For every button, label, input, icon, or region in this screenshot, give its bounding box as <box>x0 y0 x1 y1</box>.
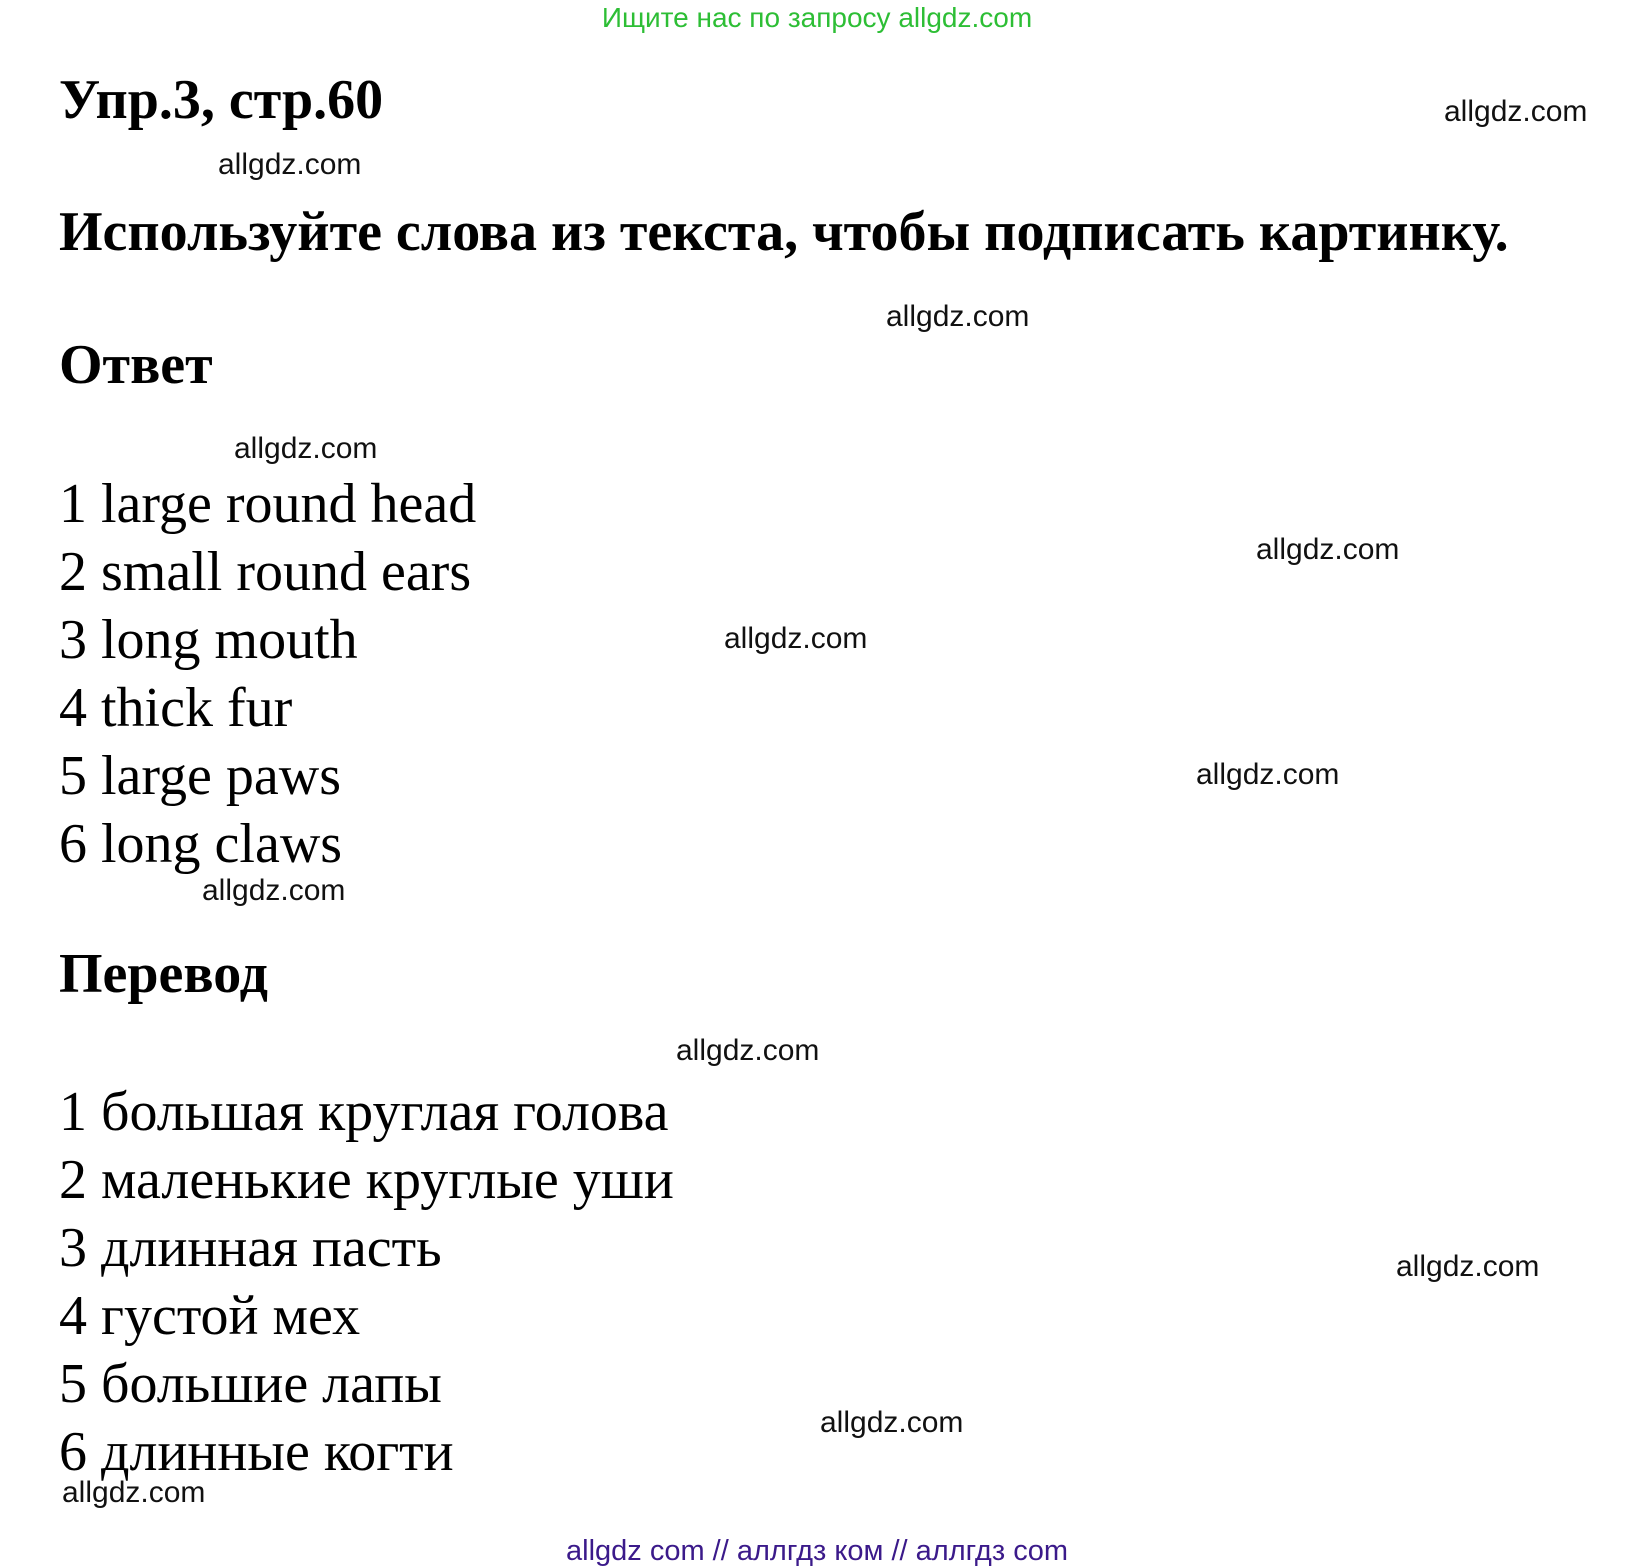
watermark: allgdz.com <box>820 1406 964 1439</box>
list-item: 6 длинные когти <box>59 1421 454 1483</box>
list-item: 1 большая круглая голова <box>59 1081 669 1143</box>
watermark: allgdz.com <box>1196 758 1340 791</box>
watermark: allgdz.com <box>724 622 868 655</box>
answer-list <box>59 470 476 878</box>
list-item: 1 large round head <box>59 473 477 535</box>
list-item: 2 маленькие круглые уши <box>59 1149 674 1211</box>
list-item: 4 густой мех <box>59 1285 361 1347</box>
task-text: Используйте слова из текста, чтобы подписать картинку. <box>59 201 1509 263</box>
page-title: Упр.3, стр.60 <box>59 69 384 131</box>
answer-heading: Ответ <box>59 334 213 396</box>
watermark: allgdz.com <box>886 300 1030 333</box>
watermark: allgdz.com <box>1256 533 1400 566</box>
watermark: allgdz.com <box>676 1034 820 1067</box>
list-item: 4 thick fur <box>59 677 293 739</box>
watermark: allgdz.com <box>1444 95 1588 128</box>
footer-links[interactable]: allgdz com // аллгдз ком // аллгдз com <box>566 1535 1068 1567</box>
translation-list <box>59 1078 674 1486</box>
list-item: 3 long mouth <box>59 609 358 671</box>
watermark: allgdz.com <box>218 148 362 181</box>
list-item: 6 long claws <box>59 813 343 875</box>
watermark: allgdz.com <box>1396 1250 1540 1283</box>
list-item: 5 large paws <box>59 745 341 807</box>
list-item: 2 small round ears <box>59 541 472 603</box>
list-item: 3 длинная пасть <box>59 1217 442 1279</box>
translation-heading: Перевод <box>59 943 268 1005</box>
watermark: allgdz.com <box>234 432 378 465</box>
watermark: allgdz.com <box>202 874 346 907</box>
list-item: 5 большие лапы <box>59 1353 442 1415</box>
watermark: allgdz.com <box>62 1476 206 1509</box>
top-banner[interactable]: Ищите нас по запросу allgdz.com <box>601 2 1033 33</box>
